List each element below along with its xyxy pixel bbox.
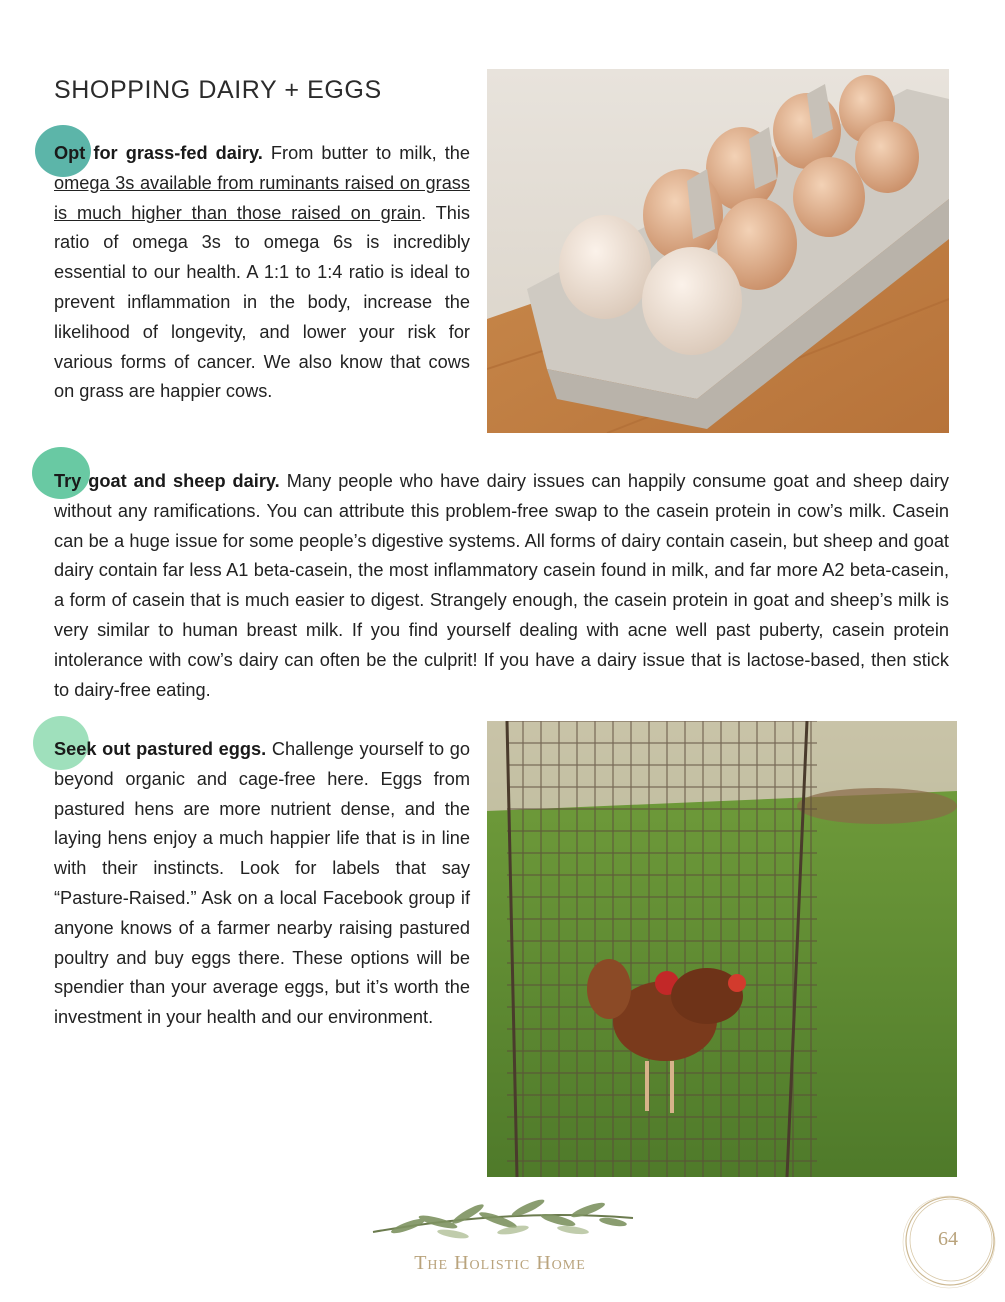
eggs-carton-photo	[487, 69, 949, 433]
section-text: Many people who have dairy issues can happily consume goat and sheep dairy without any ramifications. You can attribute this problem-free swap to the casein protein in cow’s milk. Casein can be a huge issue for some people’s digestive systems. All forms of dairy contain casein, but sheep and goat dairy contain far less A1 beta-casein, the most inflammatory casein found in milk, and far more A2 beta-casein, a form of casein that is much easier to digest. Strangely enough, the casein protein in goat and sheep’s milk is very similar to human breast milk. If you find yourself dealing with acne well past puberty, casein protein intolerance with cow’s dairy can often be the culprit! If you have a dairy issue that is lactose-based, then stick to dairy-free eating.	[54, 471, 949, 700]
hens-in-cage-photo	[487, 721, 957, 1177]
section-text: From butter to milk, the	[262, 143, 470, 163]
section-pastured-eggs	[54, 735, 470, 1033]
section-text: . This ratio of omega 3s to omega 6s is incredibly essential to our health. A 1:1 to 1:4 ratio is ideal to prevent inflammation in the body, increase the likelihood of longevity, and lower your risk for various forms of cancer. We also know that cows on grass are happier cows.	[54, 202, 470, 402]
section-text: Challenge yourself to go beyond organic and cage-free here. Eggs from pastured hens are more nutrient dense, and the laying hens enjoy a much happier life that is in line with their instincts. Look for labels that say “Pasture-Raised.” Ask on a local Facebook group if anyone knows of a farmer nearby raising pastured poultry and buy eggs there. These options will be spendier than your average eggs, but it’s worth the investment in your health and our environment.	[54, 739, 470, 1028]
omega-link[interactable]: omega 3s available from ruminants raised on grass is much higher than those raised on grain	[54, 172, 470, 223]
section-heading: Try goat and sheep dairy.	[54, 471, 280, 491]
page-number: 64	[938, 1228, 958, 1250]
olive-branch-icon	[368, 1190, 638, 1250]
page-title: SHOPPING DAIRY + EGGS	[54, 76, 382, 104]
section-heading: Opt for grass-fed dairy.	[54, 143, 263, 163]
section-grass-fed-dairy	[54, 139, 470, 407]
section-goat-sheep-dairy	[54, 467, 949, 705]
section-heading: Seek out pastured eggs.	[54, 739, 267, 759]
brand-name: The Holistic Home	[414, 1252, 586, 1274]
